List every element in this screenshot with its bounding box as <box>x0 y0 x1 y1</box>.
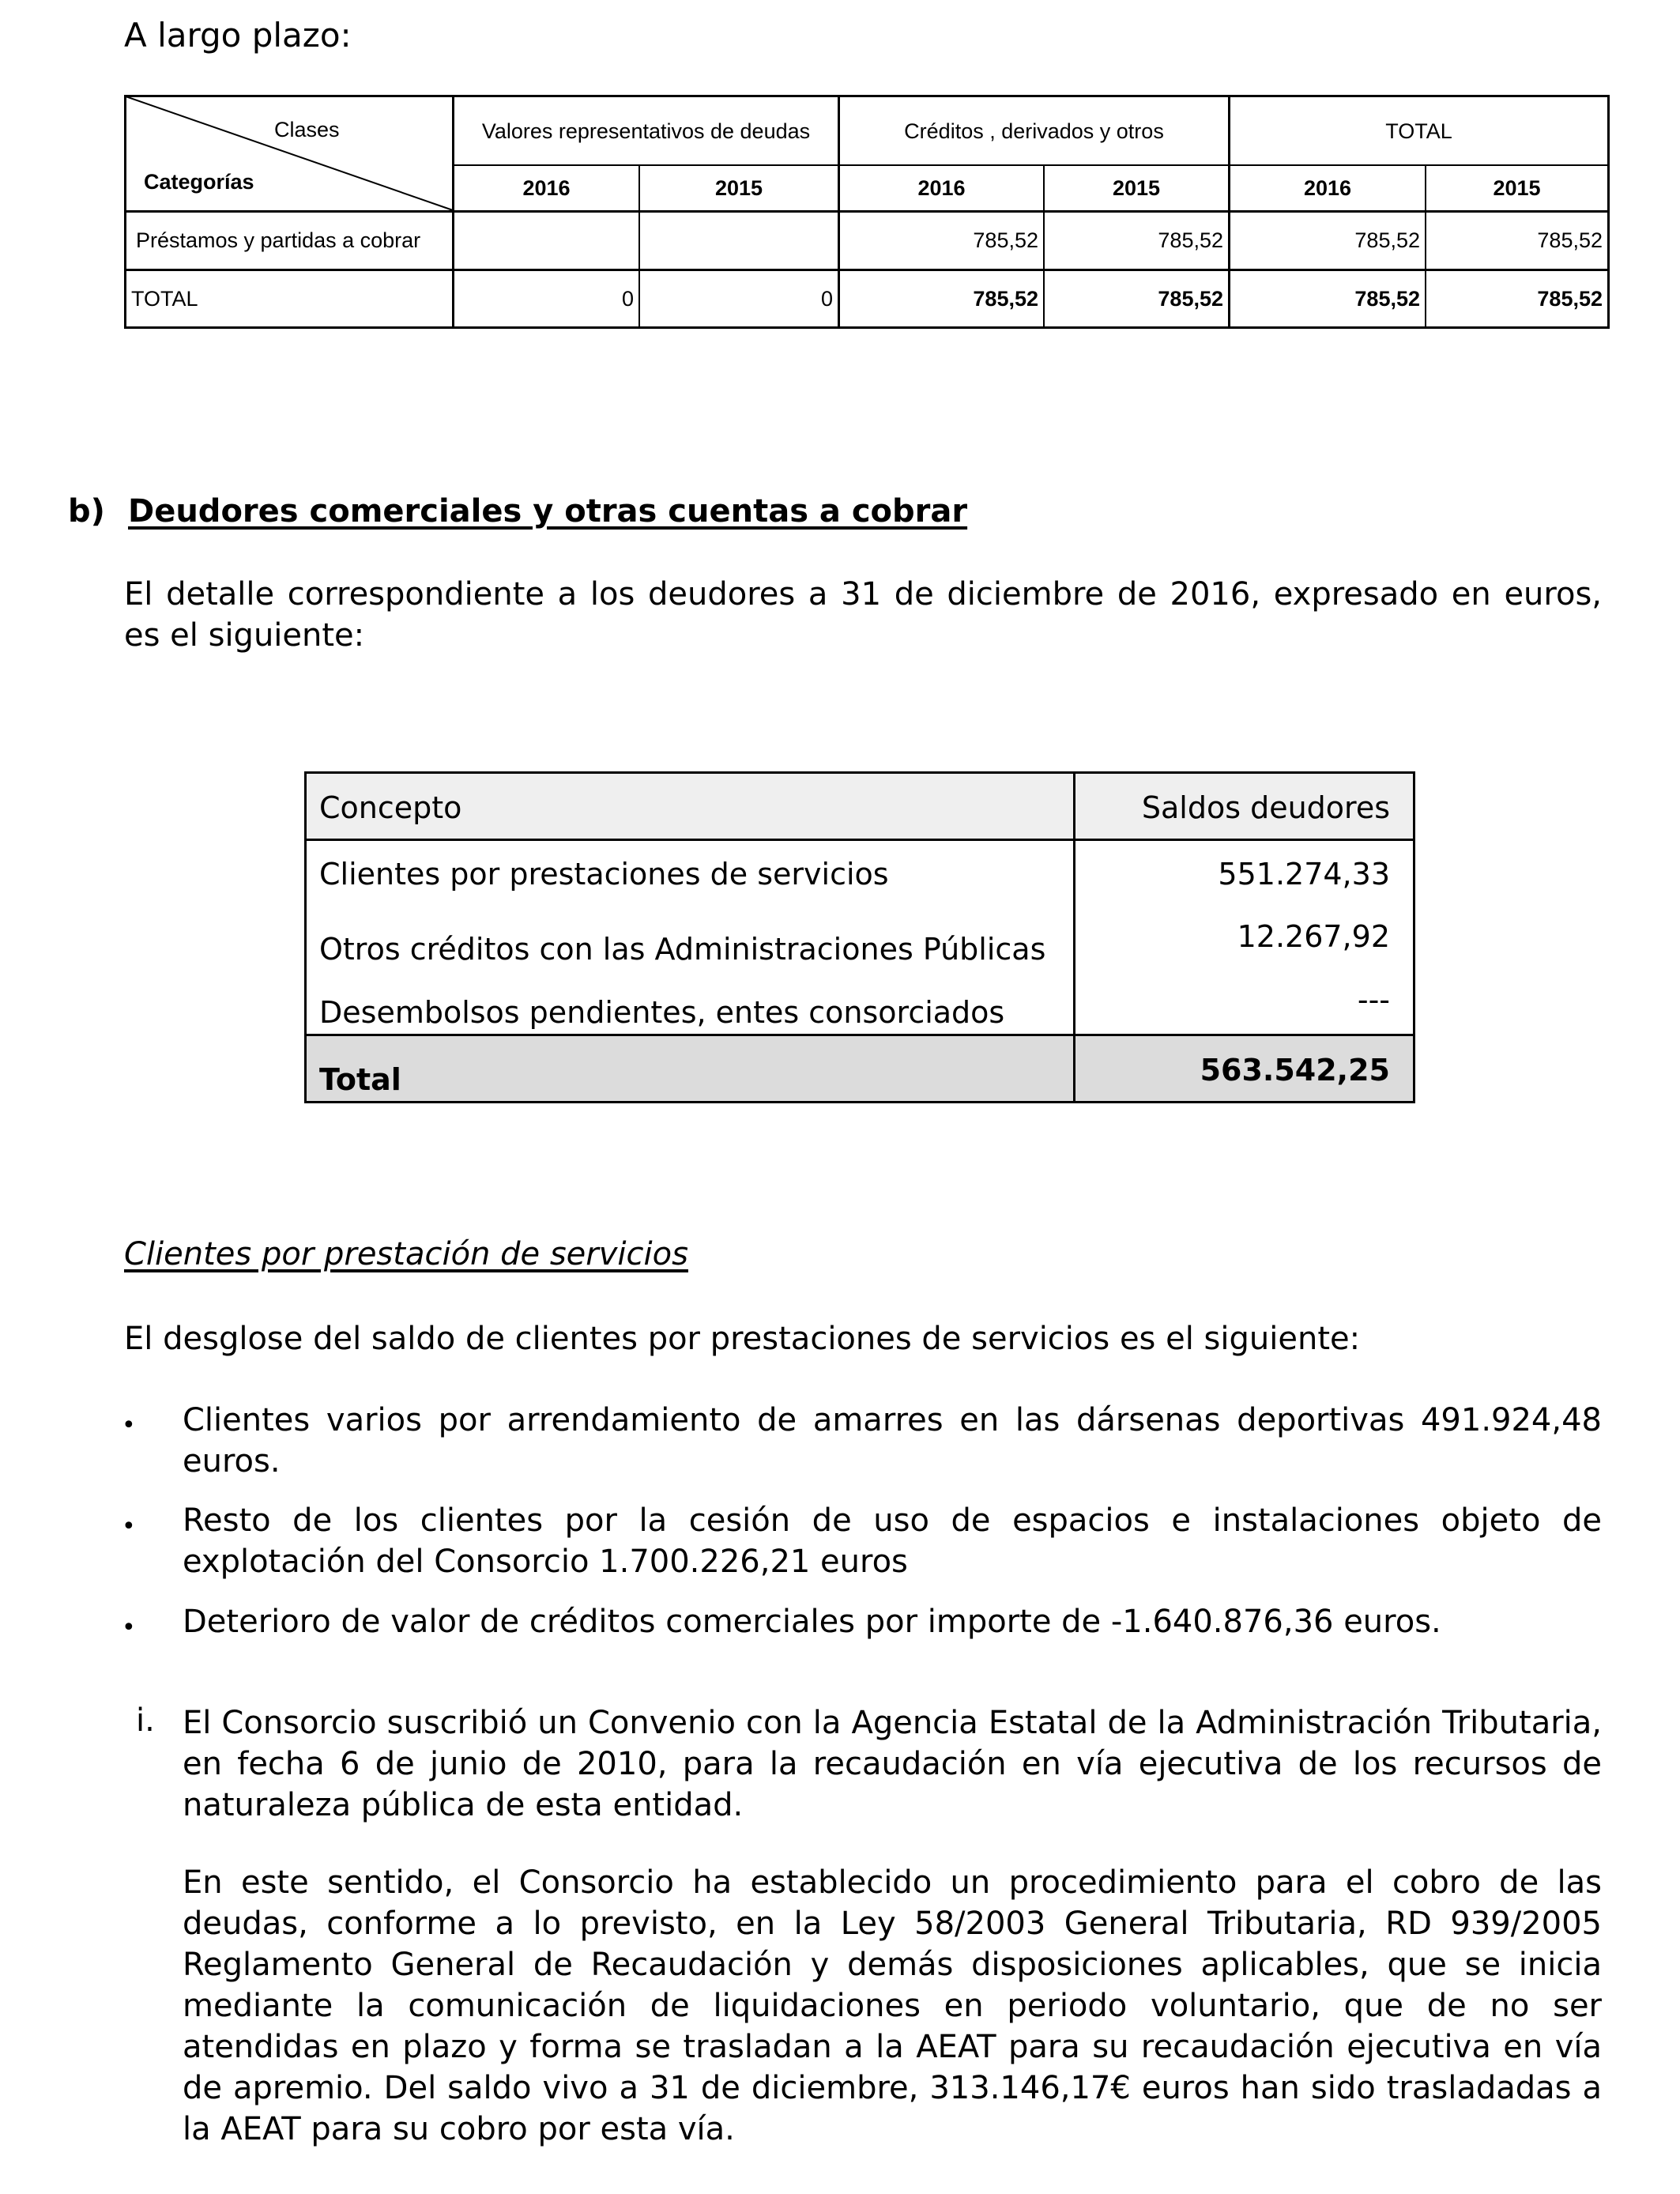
subsection-intro: El desglose del saldo de clientes por prestaciones de servicios es el siguiente: <box>124 1321 1361 1357</box>
total-value: 563.542,25 <box>1200 1053 1390 1088</box>
corner-label-categorias: Categorías <box>144 169 254 194</box>
table-cell: 785,52 <box>973 286 1038 311</box>
group-header-total: TOTAL <box>1385 119 1452 143</box>
list-item: Resto de los clientes por la cesión de uso de espacios e instalaciones objeto de explotación del Consorcio 1.700.226,21 euros <box>183 1502 1602 1580</box>
table-cell: 785,52 <box>1158 286 1223 311</box>
group-header-valores: Valores representativos de deudas <box>481 119 811 143</box>
table-cell: 785,52 <box>1537 228 1603 252</box>
table-cell: 785,52 <box>1158 228 1223 252</box>
bullet-icon: • <box>122 1513 136 1540</box>
row-label-prestamos: Préstamos y partidas a cobrar <box>136 228 421 252</box>
year-header: 2015 <box>1493 175 1541 200</box>
section-b-title: Deudores comerciales y otras cuentas a cobrar <box>128 493 968 530</box>
value-otros-creditos: 12.267,92 <box>1237 919 1390 954</box>
year-header: 2015 <box>714 175 763 200</box>
table-cell: 785,52 <box>1537 286 1603 311</box>
row-label-total: TOTAL <box>131 286 198 311</box>
list-item: Deterioro de valor de créditos comerciales por importe de -1.640.876,36 euros. <box>183 1604 1441 1640</box>
header-concepto: Concepto <box>319 790 462 825</box>
concept-otros-creditos: Otros créditos con las Administraciones Públicas <box>319 932 1046 967</box>
bullet-icon: • <box>122 1614 136 1642</box>
bullet-icon: • <box>122 1412 136 1439</box>
table-cell: 785,52 <box>973 228 1038 252</box>
year-header: 2016 <box>1303 175 1352 200</box>
section-heading-largo-plazo: A largo plazo: <box>124 16 352 55</box>
section-b-heading <box>68 493 967 530</box>
item-i-paragraph-2: En este sentido, el Consorcio ha establecido un procedimiento para el cobro de las deudas, conforme a lo previsto, en la Ley 58/2003 General Tributaria, RD 939/2005 Reglamento General de Recaudación y demás disposiciones aplicables, que se inicia mediante la comunicación de liquidaciones en periodo voluntario, que de no ser atendidas en plazo y forma se trasladan a la AEAT para su recaudación ejecutiva en vía de apremio. Del saldo vivo a 31 de diciembre, 313.146,17€ euros han sido trasladadas a la AEAT para su cobro por esta vía. <box>183 1864 1602 2147</box>
section-b-intro: El detalle correspondiente a los deudores a 31 de diciembre de 2016, expresado en euros, es el siguiente: <box>124 576 1602 654</box>
subsection-title: Clientes por prestación de servicios <box>124 1236 688 1272</box>
list-item: Clientes varios por arrendamiento de amarres en las dársenas deportivas 491.924,48 euros. <box>183 1402 1602 1480</box>
value-clientes: 551.274,33 <box>1218 857 1390 892</box>
long-term-table <box>124 95 1610 329</box>
header-saldos: Saldos deudores <box>1141 790 1390 825</box>
corner-label-clases: Clases <box>274 117 340 141</box>
table-cell: 0 <box>820 286 833 311</box>
item-i-paragraph-1: El Consorcio suscribió un Convenio con la Agencia Estatal de la Administración Tributaria, en fecha 6 de junio de 2010, para la recaudación en vía ejecutiva de los recursos de naturaleza pública de esta entidad. <box>183 1705 1602 1823</box>
group-header-creditos: Créditos , derivados y otros <box>904 119 1164 143</box>
item-marker: i. <box>136 1702 155 1739</box>
table-cell: 0 <box>621 286 634 311</box>
total-label: Total <box>319 1062 401 1097</box>
year-header: 2016 <box>522 175 571 200</box>
year-header: 2016 <box>917 175 966 200</box>
concept-clientes: Clientes por prestaciones de servicios <box>319 857 889 892</box>
table-cell <box>640 213 838 269</box>
value-desembolsos: --- <box>1357 982 1390 1017</box>
table-cell <box>454 213 638 269</box>
table-cell: 785,52 <box>1354 286 1420 311</box>
table-cell: 785,52 <box>1354 228 1420 252</box>
section-b-label: b) <box>68 493 105 530</box>
deudores-table <box>304 771 1415 1103</box>
year-header: 2015 <box>1112 175 1161 200</box>
concept-desembolsos: Desembolsos pendientes, entes consorciados <box>319 995 1005 1030</box>
